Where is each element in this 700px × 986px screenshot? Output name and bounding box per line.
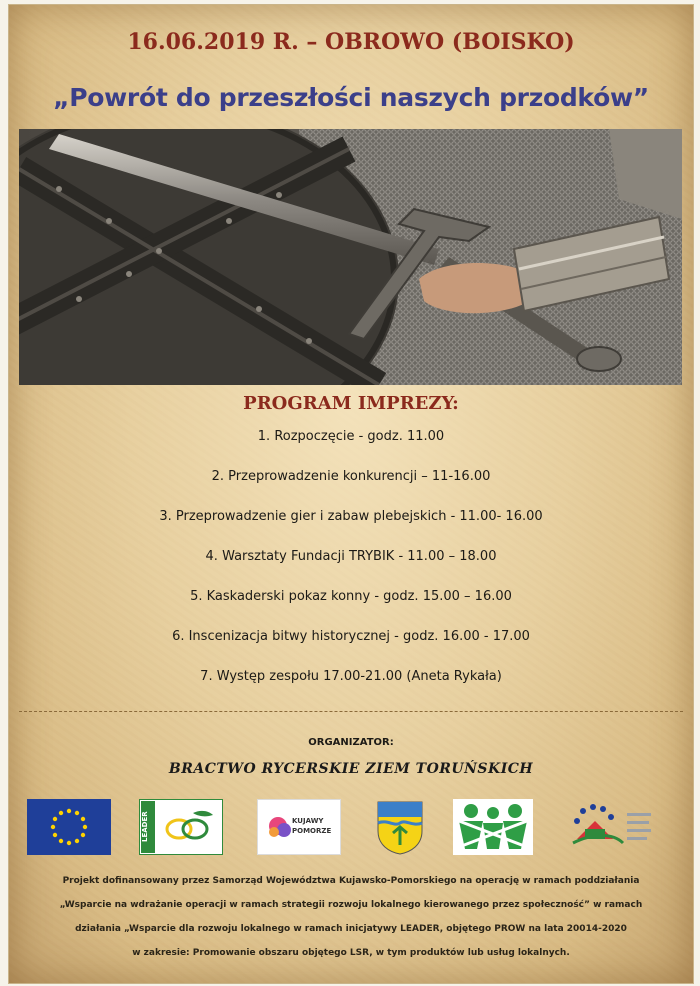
kujawy-pomorze-logo [257,799,341,857]
knight-sword-shield-image [19,129,682,385]
funding-line: w zakresie: Promowanie obszaru objętego LSR, w tym produktów lub usług lokalnych. [132,948,570,958]
lgd-stars-logo [563,799,655,857]
program-heading: PROGRAM IMPREZY: [243,393,459,414]
eu-flag-logo [27,799,111,857]
sponsor-logos [9,799,693,861]
program-item: 1. Rozpoczęcie - godz. 11.00 [257,429,445,444]
program-item: 5. Kaskaderski pokaz konny - godz. 15.00 – 16.00 [190,589,512,604]
program-item: 7. Występ zespołu 17.00-21.00 (Aneta Rykała) [200,669,502,684]
event-poster [8,4,694,984]
coat-of-arms-logo [375,799,425,857]
kujawy-text: KUJAWY [292,817,324,825]
organizer-label: ORGANIZATOR: [308,737,394,748]
leader-text: LEADER [141,811,149,843]
funding-line: działania „Wsparcie dla rozwoju lokalnego w ramach inicjatywy LEADER, objętego PROW na lata 20014-2020 [75,924,627,934]
program-item: 3. Przeprowadzenie gier i zabaw plebejskich - 11.00- 16.00 [159,509,543,524]
funding-line: „Wsparcie na wdrażanie operacji w ramach strategii rozwoju lokalnego kierowanego przez społeczność” w ramach [59,900,643,910]
organizer-name: BRACTWO RYCERSKIE ZIEM TORUŃSKICH [168,761,534,777]
program-item: 2. Przeprowadzenie konkurencji – 11-16.00 [211,469,491,484]
pomorze-text: POMORZE [292,827,332,835]
program-item: 6. Inscenizacja bitwy historycznej - godz. 16.00 - 17.00 [172,629,530,644]
section-divider [19,711,683,712]
leader-logo [139,799,223,857]
event-date-location: 16.06.2019 R. – OBROWO (BOISKO) [127,29,575,55]
people-figures-logo [453,799,533,857]
funding-line: Projekt dofinansowany przez Samorząd Województwa Kujawsko-Pomorskiego na operację w ramach poddziałania [62,876,640,886]
event-title: „Powrót do przeszłości naszych przodków” [53,83,649,112]
program-item: 4. Warsztaty Fundacji TRYBIK - 11.00 – 18.00 [205,549,497,564]
funding-note [29,869,673,965]
program-list [9,427,693,707]
